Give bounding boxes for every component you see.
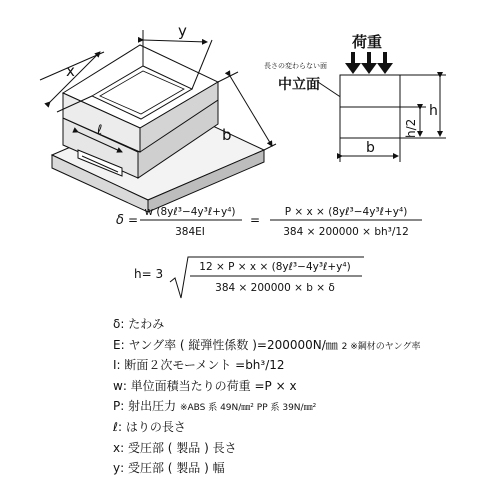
legend-row-w — [113, 376, 420, 397]
legend-sym: P — [113, 399, 121, 414]
formula1-den2: 384 × 200000 × bh³/12 — [283, 226, 409, 238]
legend-text: : たわみ — [120, 317, 165, 331]
legend-sym: w — [113, 378, 123, 393]
legend-note: ※ABS 系 49N/㎜² PP 系 39N/㎜² — [179, 403, 317, 414]
formula1-num2: P × x × (8yℓ³−4y³ℓ+y⁴) — [284, 206, 408, 218]
legend-row-delta — [113, 314, 420, 335]
legend-text: : 断面２次モーメント =bh³/12 — [116, 358, 285, 373]
formula1-lhs: δ — [116, 213, 124, 228]
formula1-den1: 384EI — [175, 226, 205, 238]
mold-block-drawing — [52, 45, 264, 212]
legend-row-y — [113, 458, 420, 479]
formula1-eq: = — [128, 213, 139, 227]
formula2-num: 12 × P × x × (8yℓ³−4y³ℓ+y⁴) — [199, 261, 351, 273]
label-b: b — [222, 126, 232, 144]
formula1-num1: w (8yℓ³−4y³ℓ+y⁴) — [144, 206, 236, 218]
legend-sym: E — [113, 337, 121, 352]
legend-text: : 受圧部 ( 製品 ) 幅 — [120, 461, 225, 476]
legend-row-x — [113, 438, 420, 459]
label-h: h — [429, 103, 438, 119]
label-x: x — [66, 62, 75, 80]
legend-sym: x — [113, 440, 121, 455]
legend-sym: y — [113, 461, 121, 476]
label-load: 荷重 — [352, 33, 383, 51]
legend-text: : ヤング率 ( 縦弾性係数 )=200000N/㎜ — [120, 337, 338, 352]
legend-row-i — [113, 355, 420, 376]
legend-text: : 射出圧力 — [120, 399, 177, 414]
legend-text: : はりの長さ — [117, 419, 186, 434]
legend-row-ell — [113, 417, 420, 438]
load-arrows — [345, 52, 393, 74]
formula-thickness — [134, 257, 364, 298]
beam-section — [340, 75, 400, 138]
legend-sym: δ — [113, 317, 121, 331]
formula2-lhs: h= 3 — [134, 267, 164, 281]
formula1-eq2: = — [250, 213, 261, 227]
label-const-len-face: 長さの変わらない面 — [264, 62, 327, 70]
label-ell: ℓ — [97, 123, 103, 138]
legend-note: 2 ※鋼材のヤング率 — [341, 341, 421, 352]
legend-row-e — [113, 335, 420, 356]
label-h-half: h/2 — [404, 118, 418, 138]
legend-text: : 受圧部 ( 製品 ) 長さ — [120, 440, 237, 455]
label-neutral-plane: 中立面 — [278, 77, 320, 93]
label-b-section: b — [366, 140, 375, 156]
legend-sym: ℓ — [113, 419, 118, 434]
legend-sym: I — [113, 358, 117, 373]
variable-legend — [113, 314, 420, 479]
label-y: y — [178, 22, 187, 40]
legend-row-p — [113, 396, 420, 417]
formula2-den: 384 × 200000 × b × δ — [215, 282, 335, 294]
formula-deflection — [116, 206, 422, 238]
legend-text: : 単位面積当たりの荷重 =P × x — [122, 378, 297, 393]
